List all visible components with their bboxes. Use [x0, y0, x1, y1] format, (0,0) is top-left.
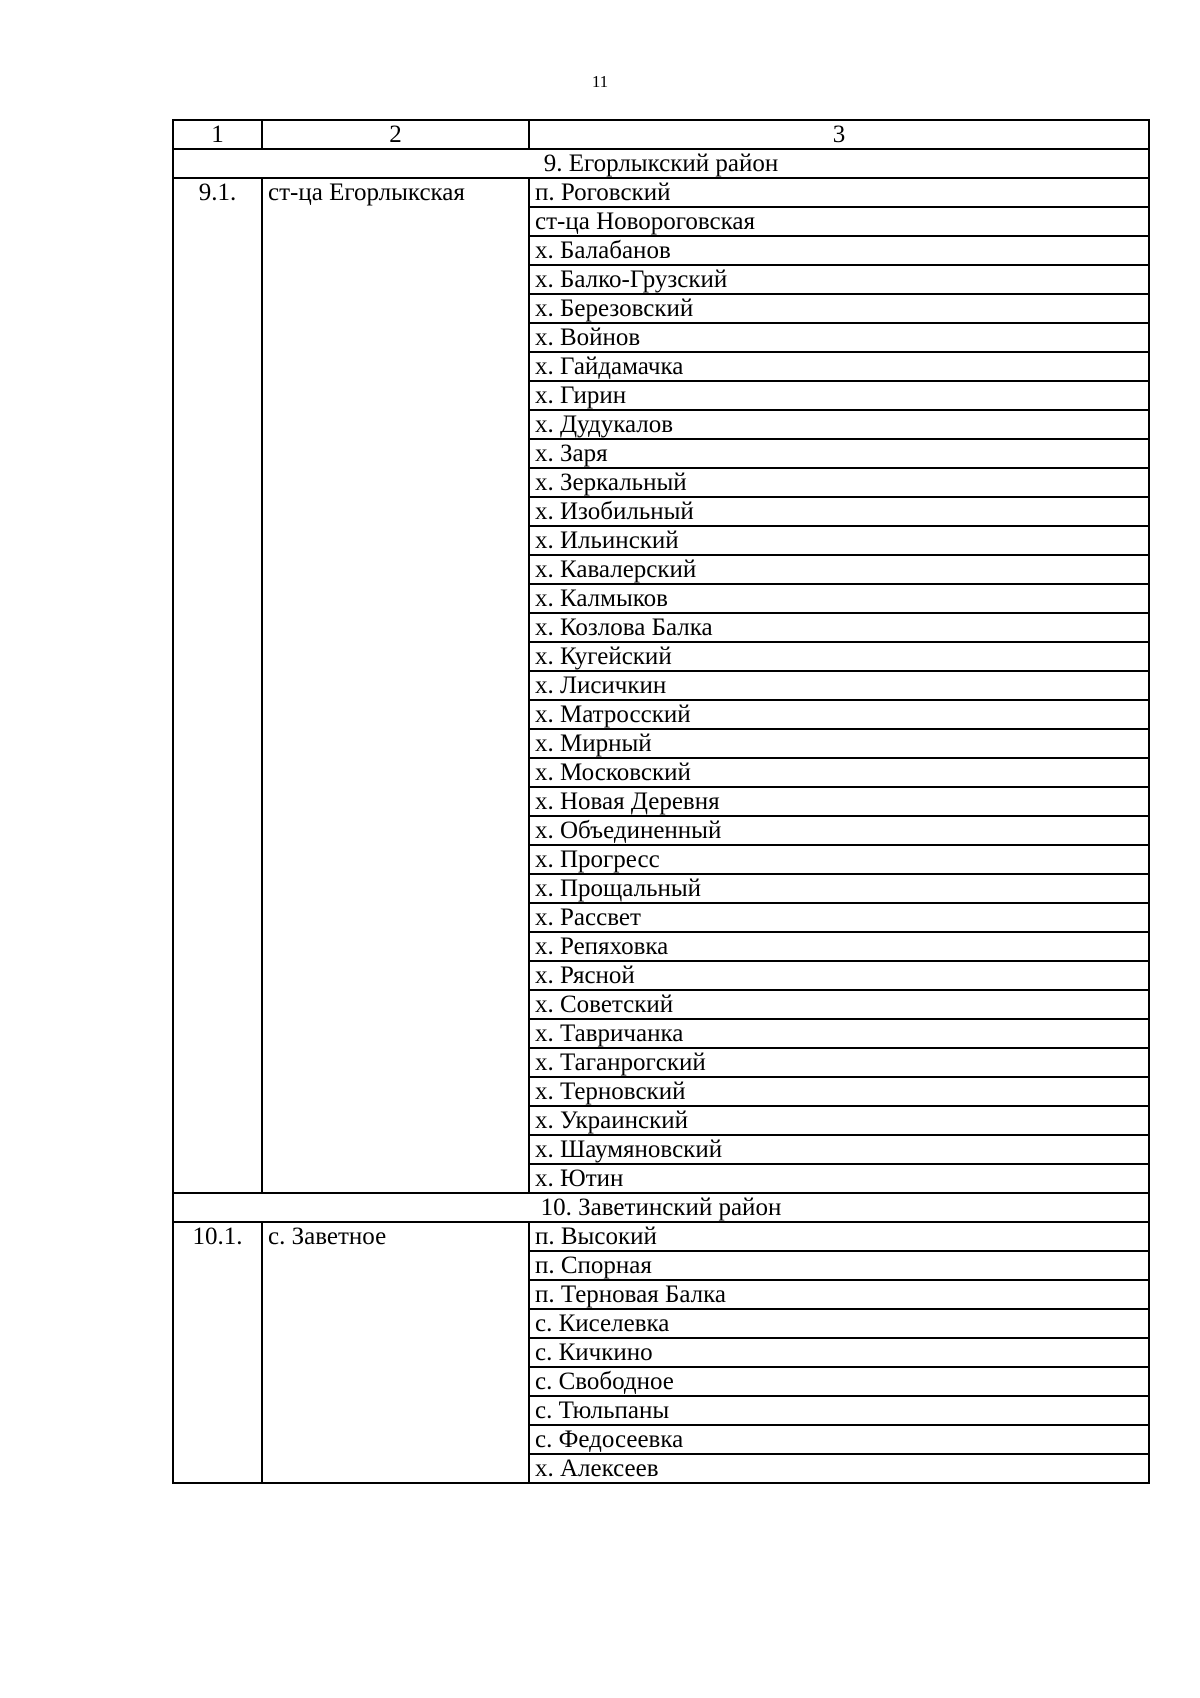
- settlement-name: х. Тавричанка: [529, 1019, 1149, 1048]
- district-heading-row: [173, 1193, 1149, 1222]
- administrative-center: с. Заветное: [262, 1222, 529, 1483]
- settlement-name: х. Новая Деревня: [529, 787, 1149, 816]
- settlement-name: х. Ютин: [529, 1164, 1149, 1193]
- settlement-name: х. Мирный: [529, 729, 1149, 758]
- settlement-name: х. Украинский: [529, 1106, 1149, 1135]
- settlement-name: х. Кавалерский: [529, 555, 1149, 584]
- settlement-name: х. Советский: [529, 990, 1149, 1019]
- settlement-name: х. Изобильный: [529, 497, 1149, 526]
- settlement-name: х. Лисичкин: [529, 671, 1149, 700]
- settlement-name: х. Гайдамачка: [529, 352, 1149, 381]
- settlement-name: х. Алексеев: [529, 1454, 1149, 1483]
- settlement-name: п. Терновая Балка: [529, 1280, 1149, 1309]
- settlement-name: х. Войнов: [529, 323, 1149, 352]
- settlement-name: х. Дудукалов: [529, 410, 1149, 439]
- settlement-name: с. Федосеевка: [529, 1425, 1149, 1454]
- settlement-name: ст-ца Новороговская: [529, 207, 1149, 236]
- column-header-1: 1: [173, 120, 262, 149]
- settlement-name: с. Киселевка: [529, 1309, 1149, 1338]
- settlement-name: х. Зеркальный: [529, 468, 1149, 497]
- settlement-name: х. Балабанов: [529, 236, 1149, 265]
- settlement-name: х. Матросский: [529, 700, 1149, 729]
- settlement-name: х. Прогресс: [529, 845, 1149, 874]
- settlement-name: п. Высокий: [529, 1222, 1149, 1251]
- settlement-name: х. Московский: [529, 758, 1149, 787]
- settlement-name: х. Терновский: [529, 1077, 1149, 1106]
- district-heading: 10. Заветинский район: [173, 1193, 1149, 1222]
- settlement-name: х. Калмыков: [529, 584, 1149, 613]
- settlement-name: с. Свободное: [529, 1367, 1149, 1396]
- settlement-name: х. Кугейский: [529, 642, 1149, 671]
- settlement-name: х. Рассвет: [529, 903, 1149, 932]
- settlement-name: х. Козлова Балка: [529, 613, 1149, 642]
- district-heading-row: [173, 149, 1149, 178]
- header-row: [173, 120, 1149, 149]
- page-number: 11: [591, 72, 609, 91]
- settlement-name: п. Роговский: [529, 178, 1149, 207]
- administrative-center: ст-ца Егорлыкская: [262, 178, 529, 1193]
- settlement-name: х. Объединенный: [529, 816, 1149, 845]
- row-number: 9.1.: [173, 178, 262, 1193]
- settlement-name: х. Березовский: [529, 294, 1149, 323]
- settlement-name: х. Гирин: [529, 381, 1149, 410]
- column-header-2: 2: [262, 120, 529, 149]
- settlement-name: с. Тюльпаны: [529, 1396, 1149, 1425]
- settlement-name: х. Балко-Грузский: [529, 265, 1149, 294]
- settlement-name: с. Кичкино: [529, 1338, 1149, 1367]
- settlement-name: х. Рясной: [529, 961, 1149, 990]
- table-body: [173, 120, 1149, 1483]
- settlement-name: х. Прощальный: [529, 874, 1149, 903]
- district-heading: 9. Егорлыкский район: [173, 149, 1149, 178]
- table-row: [173, 1222, 1149, 1251]
- settlements-table: [172, 119, 1150, 1484]
- settlement-name: х. Таганрогский: [529, 1048, 1149, 1077]
- settlement-name: п. Спорная: [529, 1251, 1149, 1280]
- table-row: [173, 178, 1149, 207]
- column-header-3: 3: [529, 120, 1149, 149]
- settlement-name: х. Репяховка: [529, 932, 1149, 961]
- settlement-name: х. Шаумяновский: [529, 1135, 1149, 1164]
- settlement-name: х. Заря: [529, 439, 1149, 468]
- settlement-name: х. Ильинский: [529, 526, 1149, 555]
- row-number: 10.1.: [173, 1222, 262, 1483]
